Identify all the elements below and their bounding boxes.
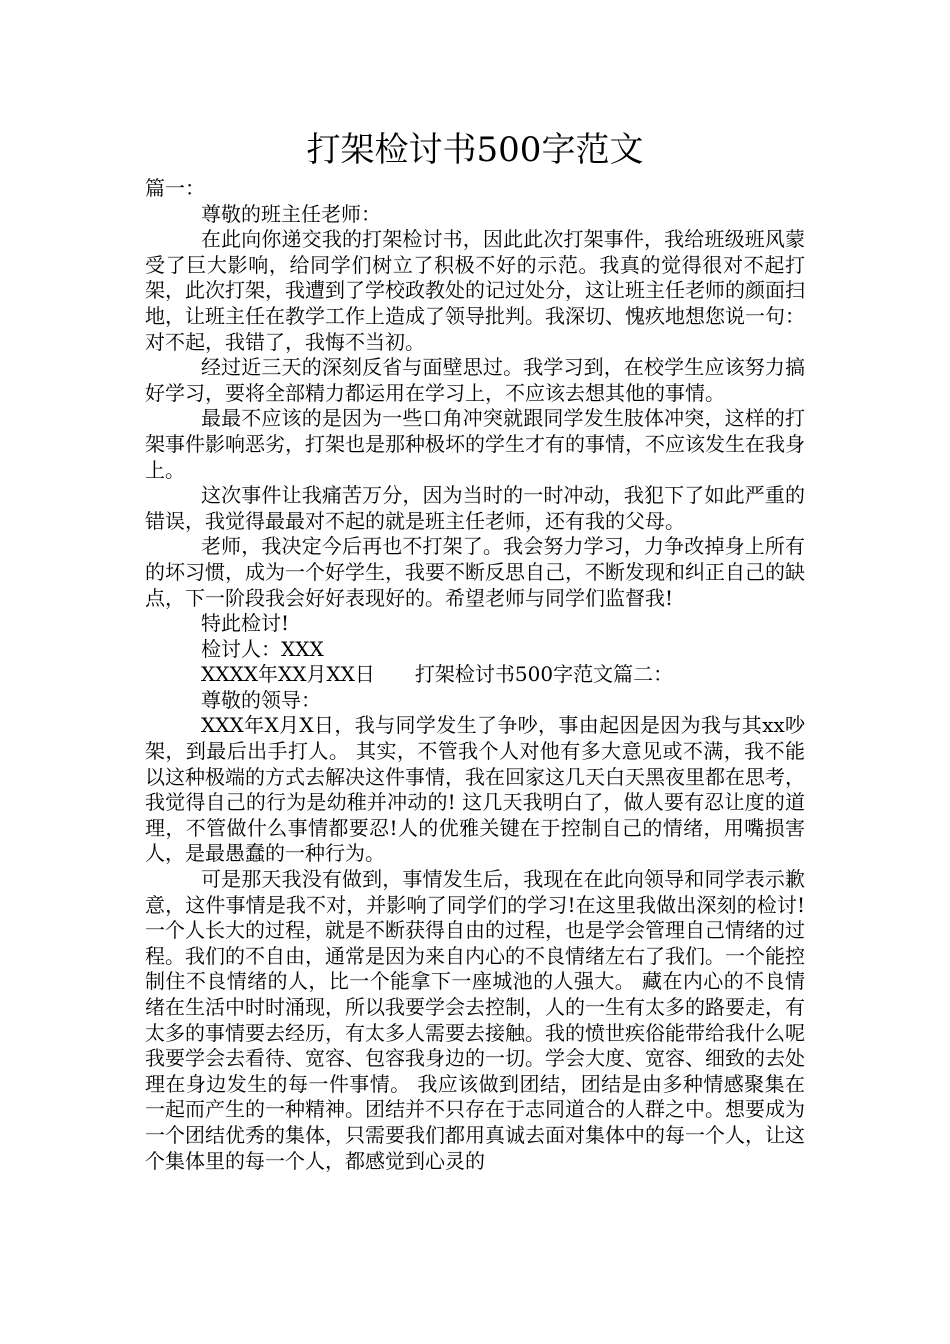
date-and-section-heading: XXXX年XX月XX日 打架检讨书500字范文篇二： [201, 662, 674, 687]
closing-1: 特此检讨! [201, 611, 290, 636]
section-label: 篇一： [145, 176, 205, 200]
signer-1: 检讨人：XXX [201, 636, 324, 661]
document-title: 打架检讨书500字范文 [306, 130, 644, 170]
paragraph: 在此向你递交我的打架检讨书，因此此次打架事件，我给班级班风蒙受了巨大影响，给同学们树立了积极不好的示范。我真的觉得很对不起打架，此次打架，我遭到了学校政教处的记过处分，这让班主任老师的颜面扫地，让班主任在教学工作上造成了领导批判。我深切、愧疚地想您说一句：对不起，我错了，我悔不当初。 [145, 227, 805, 354]
paragraph: XXX年X月X日，我与同学发生了争吵，事由起因是因为我与其xx吵架，到最后出手打人。 其实，不管我个人对他有多大意见或不满，我不能以这种极端的方式去解决这件事情，我在回家这几天白天黑夜里都在思考，我觉得自己的行为是幼稚并冲动的! 这几天我明白了，做人要有忍让度的道理，不管做什么事情都要忍!人的优雅关键在于控制自己的情绪，用嘴损害人，是最愚蠢的一种行为。 [145, 713, 805, 866]
paragraph: 最最不应该的是因为一些口角冲突就跟同学发生肢体冲突，这样的打架事件影响恶劣，打架也是那种极坏的学生才有的事情，不应该发生在我身上。 [145, 406, 805, 482]
paragraph: 可是那天我没有做到，事情发生后，我现在在此向领导和同学表示歉意，这件事情是我不对，并影响了同学们的学习!在这里我做出深刻的检讨! 一个人长大的过程，就是不断获得自由的过程，也是学会管理自己情绪的过程。我们的不自由，通常是因为来自内心的不良情绪左右了我们。一个能控制住不良情绪的人，比一个能拿下一座城池的人强大。 藏在内心的不良情绪在生活中时时涌现，所以我要学会去控制，人的一生有太多的路要走，有太多的事情要去经历，有太多人需要去接触。我的愤世疾俗能带给我什么呢 我要学会去看待、宽容、包容我身边的一切。学会大度、宽容、细致的去处理在身边发生的每一件事情。 我应该做到团结，团结是由多种情感聚集在一起而产生的一种精神。团结并不只存在于志同道合的人群之中。想要成为一个团结优秀的集体，只需要我们都用真诚去面对集体中的每一个人，让这个集体里的每一个人，都感觉到心灵的 [145, 867, 805, 1173]
paragraph: 这次事件让我痛苦万分，因为当时的一时冲动，我犯下了如此严重的错误，我觉得最最对不起的就是班主任老师，还有我的父母。 [145, 483, 805, 533]
salutation-1: 尊敬的班主任老师： [201, 201, 381, 226]
document-body [145, 176, 805, 1174]
salutation-2: 尊敬的领导： [201, 687, 321, 712]
paragraph: 经过近三天的深刻反省与面壁思过。我学习到，在校学生应该努力搞好学习，要将全部精力都运用在学习上，不应该去想其他的事情。 [145, 355, 805, 405]
paragraph: 老师，我决定今后再也不打架了。我会努力学习，力争改掉身上所有的坏习惯，成为一个好学生，我要不断反思自己，不断发现和纠正自己的缺点，下一阶段我会好好表现好的。希望老师与同学们监督我! [145, 534, 805, 610]
